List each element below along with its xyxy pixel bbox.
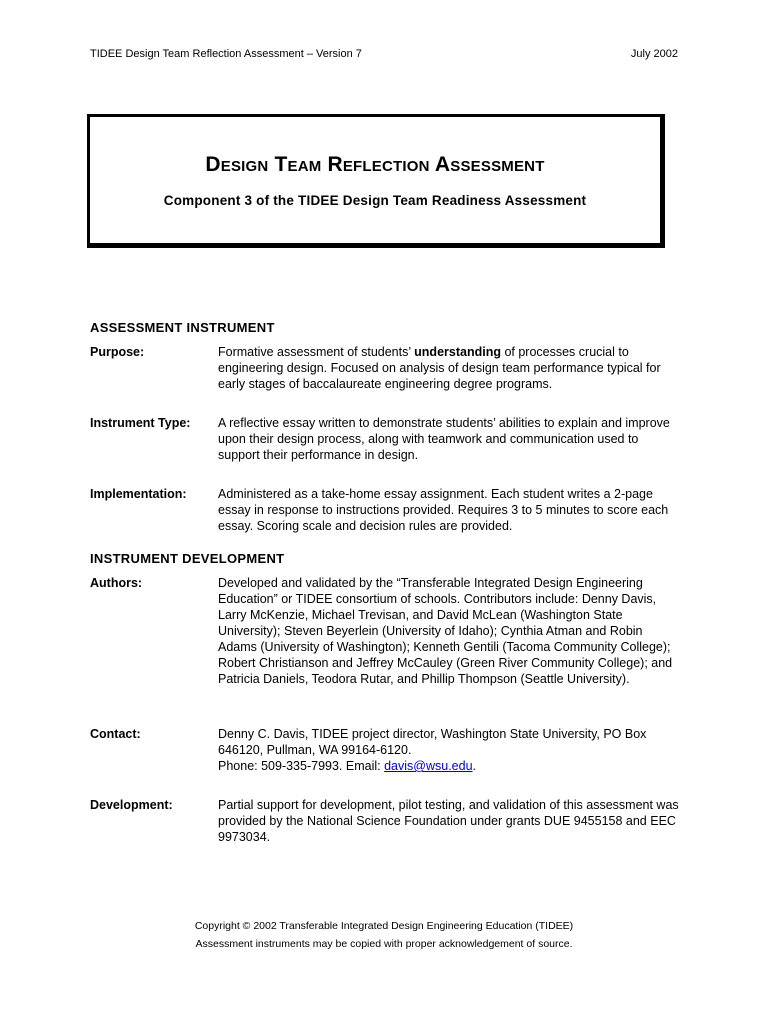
section-heading-assessment-instrument: ASSESSMENT INSTRUMENT <box>90 320 275 335</box>
section-heading-instrument-development: INSTRUMENT DEVELOPMENT <box>90 551 285 566</box>
contact-phone: Phone: 509-335-7993. Email: <box>218 759 385 773</box>
footer-copyright: Copyright © 2002 Transferable Integrated Design Engineering Education (TIDEE) <box>194 920 574 932</box>
footer-copy-notice: Assessment instruments may be copied with proper acknowledgement of source. <box>195 938 573 950</box>
field-label-development: Development: <box>90 798 173 812</box>
title-box <box>87 114 665 248</box>
contact-end-punctuation: . <box>472 759 477 773</box>
contact-address: Denny C. Davis, TIDEE project director, Washington State University, PO Box 646120, Pullman, WA 99164-6120. <box>218 727 647 757</box>
purpose-emphasis: understanding <box>414 345 501 359</box>
field-label-instrument-type: Instrument Type: <box>90 416 191 430</box>
field-value-implementation: Administered as a take-home essay assignment. Each student writes a 2-page essay in response to instructions provided. Requires 3 to 5 minutes to score each essay. Scoring scale and decision rules are provided. <box>218 487 669 533</box>
header-date: July 2002 <box>630 48 678 60</box>
document-title-text: Design Team Reflection Assessment <box>205 153 545 176</box>
header-document-name: TIDEE Design Team Reflection Assessment – Version 7 <box>90 48 362 60</box>
field-label-implementation: Implementation: <box>90 487 187 501</box>
page-footer <box>0 917 768 953</box>
field-value-contact <box>218 726 680 774</box>
field-value-development: Partial support for development, pilot testing, and validation of this assessment was provided by the National Science Foundation under grants DUE 9455158 and EEC 9973034. <box>218 798 679 844</box>
contact-email-link[interactable]: davis@wsu.edu <box>384 759 473 773</box>
purpose-text-start: Formative assessment of students’ <box>218 345 415 359</box>
field-label-purpose: Purpose: <box>90 345 145 359</box>
field-value-authors: Developed and validated by the “Transferable Integrated Design Engineering Education” or TIDEE consortium of schools. Contributors include: Denny Davis, Larry McKenzie, Michael Trevisan, and David McLean (Washington State University); Steven Beyerlein (University of Idaho); Cynthia Atman and Robin Adams (University of Washington); Kenneth Gentili (Tacoma Community College); Robert Christianson and Jeffrey McCauley (Green River Community College); and Patricia Daniels, Teodora Rutar, and Phillip Thompson (Seattle University). <box>218 576 673 686</box>
document-subtitle: Component 3 of the TIDEE Design Team Readiness Assessment <box>163 193 587 208</box>
field-label-authors: Authors: <box>90 576 143 590</box>
field-value-purpose <box>218 344 680 392</box>
document-title <box>90 153 660 177</box>
field-value-instrument-type: A reflective essay written to demonstrate students’ abilities to explain and improve upon their design process, along with teamwork and communication used to support their performance in design. <box>218 416 670 462</box>
contact-phone-email <box>218 758 680 774</box>
field-label-contact: Contact: <box>90 727 141 741</box>
page-header <box>90 48 678 60</box>
purpose-text-end: of processes crucial to engineering design. Focused on analysis of design team performance typical for early stages of baccalaureate engineering degree programs. <box>218 345 661 391</box>
